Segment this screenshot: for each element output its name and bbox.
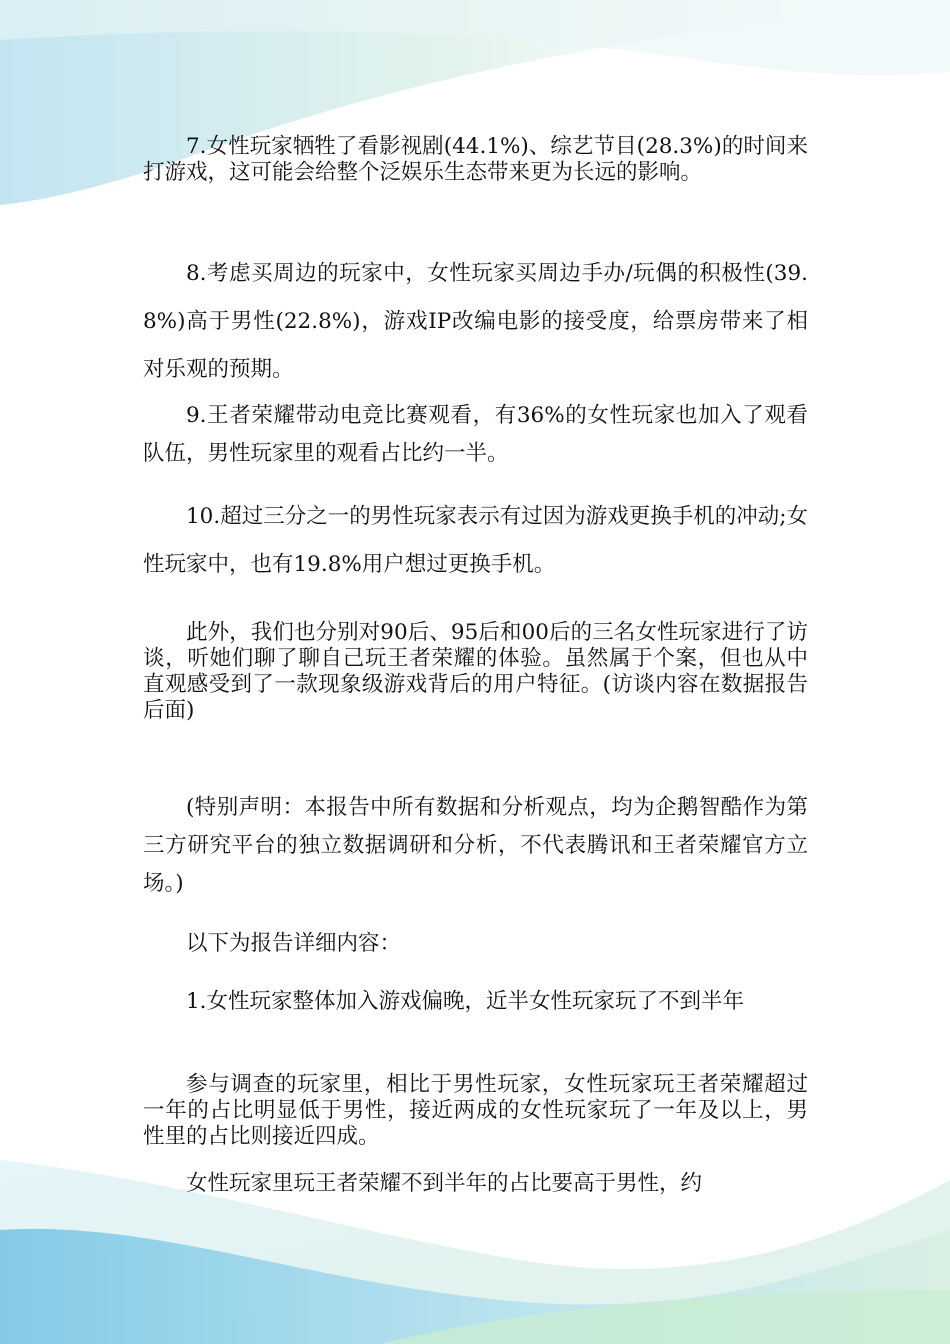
paragraph-disclaimer: (特别声明：本报告中所有数据和分析观点，均为企鹅智酷作为第三方研究平台的独立数据调研和分析，不代表腾讯和王者荣耀官方立场。) — [143, 795, 808, 896]
paragraph-7: 7.女性玩家牺牲了看影视剧(44.1%)、综艺节目(28.3%)的时间来打游戏，这可能会给整个泛娱乐生态带来更为长远的影响。 — [143, 134, 808, 185]
paragraph-interview: 此外，我们也分别对90后、95后和00后的三名女性玩家进行了访谈，听她们聊了聊自己玩王者荣耀的体验。虽然属于个案，但也从中直观感受到了一款现象级游戏背后的用户特征。(访谈内容在数据报告后面) — [143, 620, 808, 723]
paragraph-9: 9.王者荣耀带动电竞比赛观看，有36%的女性玩家也加入了观看队伍，男性玩家里的观看占比约一半。 — [143, 403, 808, 466]
paragraph-section-1-body: 参与调查的玩家里，相比于男性玩家，女性玩家玩王者荣耀超过一年的占比明显低于男性，接近两成的女性玩家玩了一年及以上，男性里的占比则接近四成。 — [143, 1072, 808, 1149]
paragraph-8: 8.考虑买周边的玩家中，女性玩家买周边手办/玩偶的积极性(39.8%)高于男性(22.8%)，游戏IP改编电影的接受度，给票房带来了相对乐观的预期。 — [143, 261, 808, 382]
paragraph-10: 10.超过三分之一的男性玩家表示有过因为游戏更换手机的冲动;女性玩家中，也有19.8%用户想过更换手机。 — [143, 504, 808, 577]
paragraph-section-1: 1.女性玩家整体加入游戏偏晚，近半女性玩家玩了不到半年 — [186, 989, 745, 1014]
paragraph-intro: 以下为报告详细内容： — [186, 931, 402, 956]
paragraph-section-1-continued: 女性玩家里玩王者荣耀不到半年的占比要高于男性，约 — [186, 1171, 703, 1196]
